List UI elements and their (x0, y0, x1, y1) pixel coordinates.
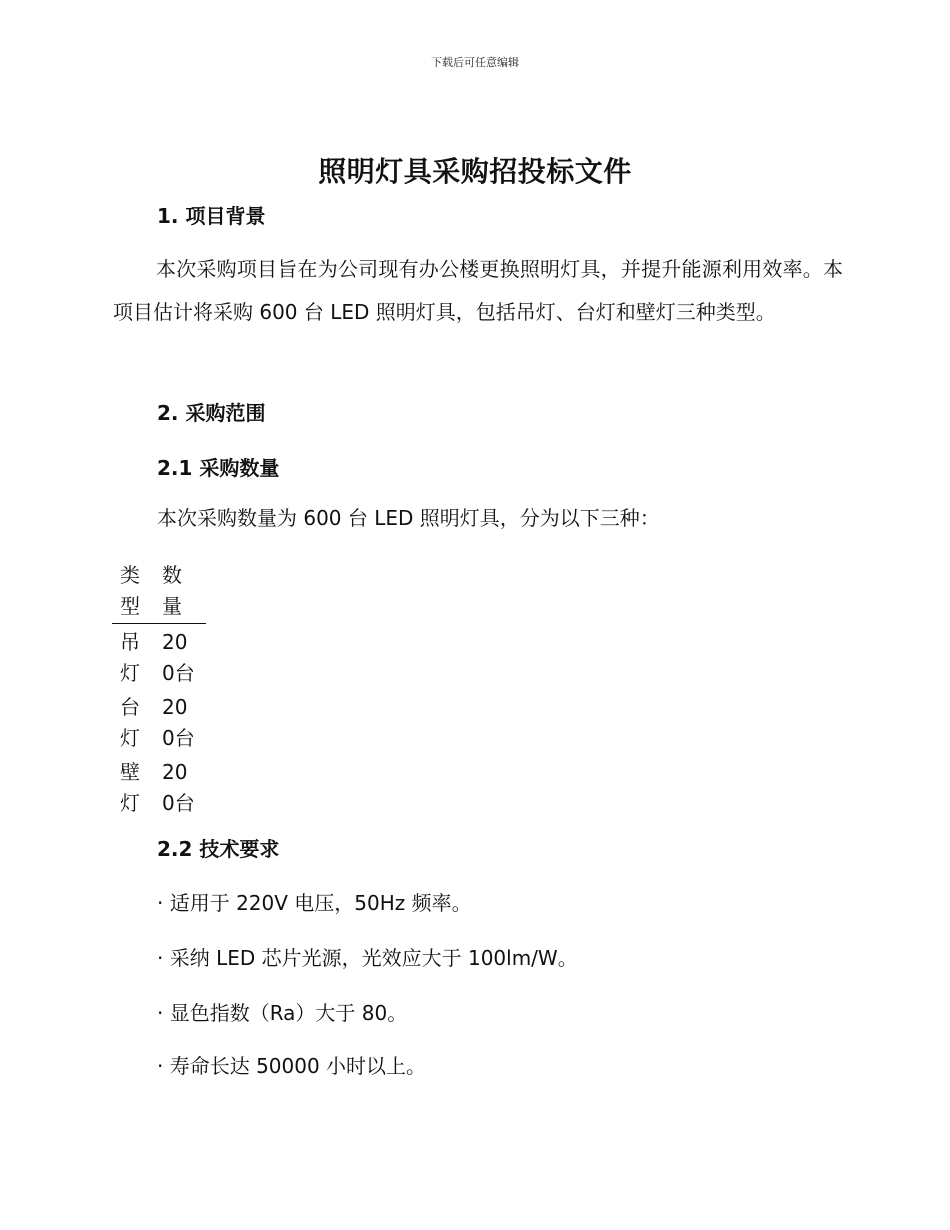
header-note: 下载后可任意编辑 (431, 56, 519, 69)
section-2-heading: 2. 采购范围 (157, 401, 266, 425)
table-row (112, 624, 206, 690)
section-2-1-heading: 2.1 采购数量 (157, 456, 280, 480)
requirement-item: · 采纳 LED 芯片光源，光效应大于 100lm/W。 (157, 946, 578, 970)
table-cell-type: 壁灯 (120, 760, 140, 815)
requirement-item: · 适用于 220V 电压，50Hz 频率。 (157, 891, 472, 915)
section-2-2-heading: 2.2 技术要求 (157, 837, 280, 861)
table-header-quantity: 数量 (162, 563, 182, 618)
table-header-row (112, 560, 206, 624)
quantity-table (112, 560, 206, 819)
table-header-type: 类型 (120, 563, 140, 618)
requirement-item: · 显色指数（Ra）大于 80。 (157, 1001, 408, 1025)
section-1-paragraph: 本次采购项目旨在为公司现有办公楼更换照明灯具，并提升能源利用效率。本项目估计将采购 600 台 LED 照明灯具，包括吊灯、台灯和壁灯三种类型。 (113, 257, 843, 324)
table-row (112, 754, 206, 819)
table-cell-type: 吊灯 (120, 630, 140, 685)
section-2-1-paragraph: 本次采购数量为 600 台 LED 照明灯具，分为以下三种： (157, 506, 660, 530)
table-row (112, 689, 206, 754)
table-cell-type: 台灯 (120, 695, 140, 750)
table-cell-quantity: 200台 (162, 630, 195, 685)
document-title: 照明灯具采购招投标文件 (318, 155, 632, 188)
section-1-heading: 1. 项目背景 (157, 204, 266, 228)
table-cell-quantity: 200台 (162, 695, 195, 750)
table-cell-quantity: 200台 (162, 760, 195, 815)
requirement-item: · 寿命长达 50000 小时以上。 (157, 1054, 427, 1078)
